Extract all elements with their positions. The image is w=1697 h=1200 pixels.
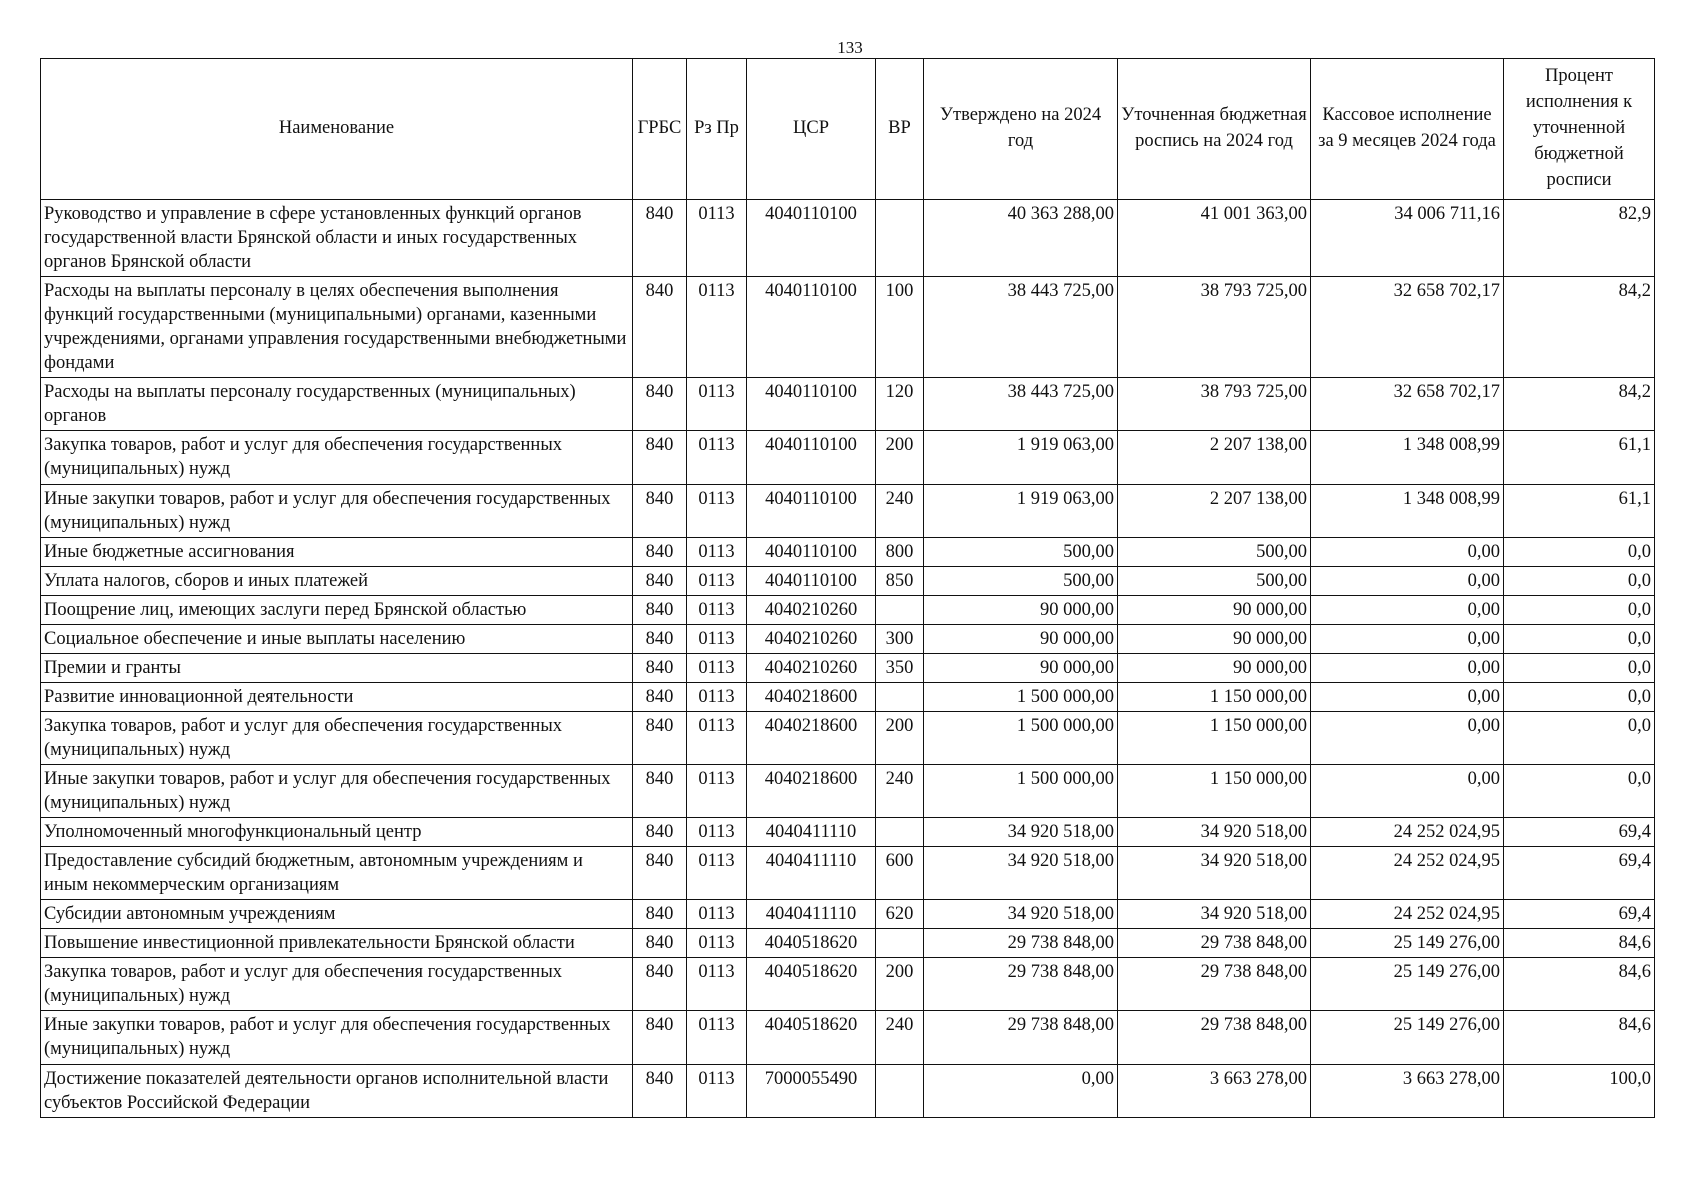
cell-refined: 2 207 138,00 <box>1118 484 1311 537</box>
cell-cash: 0,00 <box>1311 682 1504 711</box>
table-row <box>41 1064 1655 1117</box>
cell-vr <box>876 682 924 711</box>
cell-csr: 4040110100 <box>747 431 876 484</box>
cell-cash: 24 252 024,95 <box>1311 900 1504 929</box>
cell-approved: 90 000,00 <box>924 624 1118 653</box>
cell-vr <box>876 818 924 847</box>
cell-cash: 25 149 276,00 <box>1311 958 1504 1011</box>
cell-rzpr: 0113 <box>687 764 747 817</box>
cell-name: Повышение инвестиционной привлекательности Брянской области <box>41 929 633 958</box>
cell-refined: 29 738 848,00 <box>1118 1011 1311 1064</box>
cell-grbs: 840 <box>633 595 687 624</box>
cell-rzpr: 0113 <box>687 537 747 566</box>
cell-refined: 34 920 518,00 <box>1118 847 1311 900</box>
cell-rzpr: 0113 <box>687 595 747 624</box>
cell-name: Поощрение лиц, имеющих заслуги перед Брянской областью <box>41 595 633 624</box>
cell-approved: 1 919 063,00 <box>924 484 1118 537</box>
cell-rzpr: 0113 <box>687 682 747 711</box>
cell-percent: 100,0 <box>1504 1064 1655 1117</box>
cell-csr: 4040110100 <box>747 566 876 595</box>
cell-grbs: 840 <box>633 484 687 537</box>
cell-grbs: 840 <box>633 818 687 847</box>
cell-cash: 3 663 278,00 <box>1311 1064 1504 1117</box>
header-vr: ВР <box>876 59 924 200</box>
cell-percent: 82,9 <box>1504 200 1655 277</box>
table-row <box>41 277 1655 378</box>
cell-percent: 0,0 <box>1504 653 1655 682</box>
cell-vr: 800 <box>876 537 924 566</box>
cell-rzpr: 0113 <box>687 200 747 277</box>
cell-percent: 69,4 <box>1504 900 1655 929</box>
cell-refined: 90 000,00 <box>1118 595 1311 624</box>
table-row <box>41 847 1655 900</box>
cell-grbs: 840 <box>633 682 687 711</box>
cell-name: Предоставление субсидий бюджетным, автономным учреждениям и иным некоммерческим организациям <box>41 847 633 900</box>
cell-cash: 25 149 276,00 <box>1311 929 1504 958</box>
cell-vr <box>876 595 924 624</box>
cell-csr: 4040518620 <box>747 1011 876 1064</box>
cell-csr: 4040110100 <box>747 277 876 378</box>
cell-refined: 1 150 000,00 <box>1118 711 1311 764</box>
cell-cash: 0,00 <box>1311 653 1504 682</box>
cell-rzpr: 0113 <box>687 900 747 929</box>
table-row <box>41 484 1655 537</box>
cell-grbs: 840 <box>633 1011 687 1064</box>
cell-grbs: 840 <box>633 900 687 929</box>
cell-percent: 69,4 <box>1504 847 1655 900</box>
cell-rzpr: 0113 <box>687 653 747 682</box>
cell-csr: 4040110100 <box>747 200 876 277</box>
cell-rzpr: 0113 <box>687 958 747 1011</box>
cell-refined: 90 000,00 <box>1118 624 1311 653</box>
cell-approved: 34 920 518,00 <box>924 847 1118 900</box>
cell-grbs: 840 <box>633 200 687 277</box>
table-row <box>41 682 1655 711</box>
cell-approved: 1 500 000,00 <box>924 682 1118 711</box>
cell-vr <box>876 1064 924 1117</box>
header-grbs: ГРБС <box>633 59 687 200</box>
table-row <box>41 537 1655 566</box>
cell-csr: 4040210260 <box>747 624 876 653</box>
cell-refined: 3 663 278,00 <box>1118 1064 1311 1117</box>
budget-table <box>40 58 1655 1118</box>
cell-percent: 84,2 <box>1504 277 1655 378</box>
cell-cash: 0,00 <box>1311 566 1504 595</box>
cell-csr: 4040411110 <box>747 900 876 929</box>
cell-grbs: 840 <box>633 378 687 431</box>
cell-refined: 41 001 363,00 <box>1118 200 1311 277</box>
table-row <box>41 653 1655 682</box>
cell-percent: 69,4 <box>1504 818 1655 847</box>
table-row <box>41 566 1655 595</box>
cell-refined: 1 150 000,00 <box>1118 764 1311 817</box>
table-row <box>41 818 1655 847</box>
cell-percent: 0,0 <box>1504 595 1655 624</box>
cell-vr: 200 <box>876 431 924 484</box>
table-row <box>41 900 1655 929</box>
header-name: Наименование <box>41 59 633 200</box>
cell-name: Закупка товаров, работ и услуг для обеспечения государственных (муниципальных) нужд <box>41 711 633 764</box>
cell-refined: 34 920 518,00 <box>1118 900 1311 929</box>
header-row <box>41 59 1655 200</box>
table-row <box>41 1011 1655 1064</box>
table-row <box>41 595 1655 624</box>
cell-percent: 0,0 <box>1504 682 1655 711</box>
cell-approved: 90 000,00 <box>924 653 1118 682</box>
cell-vr: 300 <box>876 624 924 653</box>
table-row <box>41 378 1655 431</box>
cell-approved: 90 000,00 <box>924 595 1118 624</box>
cell-percent: 84,2 <box>1504 378 1655 431</box>
cell-approved: 1 500 000,00 <box>924 764 1118 817</box>
cell-cash: 32 658 702,17 <box>1311 277 1504 378</box>
cell-name: Премии и гранты <box>41 653 633 682</box>
cell-name: Развитие инновационной деятельности <box>41 682 633 711</box>
cell-csr: 4040218600 <box>747 764 876 817</box>
cell-name: Уплата налогов, сборов и иных платежей <box>41 566 633 595</box>
cell-csr: 4040518620 <box>747 958 876 1011</box>
header-percent: Процент исполнения к уточненной бюджетной росписи <box>1504 59 1655 200</box>
header-rzpr: Рз Пр <box>687 59 747 200</box>
cell-vr: 350 <box>876 653 924 682</box>
cell-cash: 0,00 <box>1311 595 1504 624</box>
cell-name: Иные закупки товаров, работ и услуг для обеспечения государственных (муниципальных) нужд <box>41 764 633 817</box>
cell-approved: 1 500 000,00 <box>924 711 1118 764</box>
cell-approved: 500,00 <box>924 566 1118 595</box>
header-refined: Уточненная бюджетная роспись на 2024 год <box>1118 59 1311 200</box>
cell-name: Иные закупки товаров, работ и услуг для обеспечения государственных (муниципальных) нужд <box>41 484 633 537</box>
cell-name: Закупка товаров, работ и услуг для обеспечения государственных (муниципальных) нужд <box>41 958 633 1011</box>
cell-percent: 61,1 <box>1504 484 1655 537</box>
table-body <box>41 200 1655 1118</box>
cell-cash: 1 348 008,99 <box>1311 484 1504 537</box>
cell-vr: 240 <box>876 484 924 537</box>
cell-approved: 38 443 725,00 <box>924 378 1118 431</box>
cell-csr: 4040518620 <box>747 929 876 958</box>
cell-refined: 34 920 518,00 <box>1118 818 1311 847</box>
cell-cash: 24 252 024,95 <box>1311 818 1504 847</box>
cell-csr: 4040210260 <box>747 653 876 682</box>
table-row <box>41 624 1655 653</box>
cell-cash: 1 348 008,99 <box>1311 431 1504 484</box>
cell-grbs: 840 <box>633 653 687 682</box>
cell-grbs: 840 <box>633 624 687 653</box>
cell-name: Социальное обеспечение и иные выплаты населению <box>41 624 633 653</box>
cell-csr: 4040411110 <box>747 847 876 900</box>
cell-csr: 4040218600 <box>747 682 876 711</box>
cell-rzpr: 0113 <box>687 847 747 900</box>
cell-refined: 500,00 <box>1118 537 1311 566</box>
header-csr: ЦСР <box>747 59 876 200</box>
cell-rzpr: 0113 <box>687 818 747 847</box>
page-number: 133 <box>837 38 863 57</box>
cell-name: Руководство и управление в сфере установленных функций органов государственной власти Брянской области и иных государственных органов Брянской области <box>41 200 633 277</box>
header-approved: Утверждено на 2024 год <box>924 59 1118 200</box>
cell-percent: 0,0 <box>1504 537 1655 566</box>
cell-cash: 0,00 <box>1311 537 1504 566</box>
cell-csr: 4040218600 <box>747 711 876 764</box>
cell-vr: 120 <box>876 378 924 431</box>
cell-vr: 200 <box>876 711 924 764</box>
cell-grbs: 840 <box>633 764 687 817</box>
cell-approved: 40 363 288,00 <box>924 200 1118 277</box>
cell-refined: 38 793 725,00 <box>1118 277 1311 378</box>
cell-cash: 0,00 <box>1311 764 1504 817</box>
cell-refined: 38 793 725,00 <box>1118 378 1311 431</box>
cell-refined: 90 000,00 <box>1118 653 1311 682</box>
cell-cash: 34 006 711,16 <box>1311 200 1504 277</box>
cell-cash: 24 252 024,95 <box>1311 847 1504 900</box>
cell-refined: 2 207 138,00 <box>1118 431 1311 484</box>
cell-name: Закупка товаров, работ и услуг для обеспечения государственных (муниципальных) нужд <box>41 431 633 484</box>
table-row <box>41 764 1655 817</box>
cell-rzpr: 0113 <box>687 378 747 431</box>
cell-refined: 29 738 848,00 <box>1118 929 1311 958</box>
cell-approved: 0,00 <box>924 1064 1118 1117</box>
table-row <box>41 711 1655 764</box>
cell-vr: 100 <box>876 277 924 378</box>
cell-percent: 0,0 <box>1504 624 1655 653</box>
cell-grbs: 840 <box>633 711 687 764</box>
cell-approved: 29 738 848,00 <box>924 1011 1118 1064</box>
cell-name: Достижение показателей деятельности органов исполнительной власти субъектов Российской Федерации <box>41 1064 633 1117</box>
cell-rzpr: 0113 <box>687 566 747 595</box>
cell-approved: 38 443 725,00 <box>924 277 1118 378</box>
cell-percent: 0,0 <box>1504 566 1655 595</box>
cell-vr: 240 <box>876 1011 924 1064</box>
cell-name: Субсидии автономным учреждениям <box>41 900 633 929</box>
cell-csr: 4040110100 <box>747 378 876 431</box>
cell-vr: 850 <box>876 566 924 595</box>
table-row <box>41 929 1655 958</box>
cell-rzpr: 0113 <box>687 277 747 378</box>
cell-grbs: 840 <box>633 431 687 484</box>
cell-percent: 61,1 <box>1504 431 1655 484</box>
cell-csr: 4040110100 <box>747 537 876 566</box>
cell-name: Расходы на выплаты персоналу государственных (муниципальных) органов <box>41 378 633 431</box>
cell-grbs: 840 <box>633 277 687 378</box>
cell-refined: 500,00 <box>1118 566 1311 595</box>
cell-rzpr: 0113 <box>687 431 747 484</box>
cell-vr <box>876 200 924 277</box>
cell-csr: 7000055490 <box>747 1064 876 1117</box>
cell-vr: 200 <box>876 958 924 1011</box>
cell-refined: 29 738 848,00 <box>1118 958 1311 1011</box>
cell-grbs: 840 <box>633 1064 687 1117</box>
cell-rzpr: 0113 <box>687 484 747 537</box>
cell-percent: 0,0 <box>1504 764 1655 817</box>
table-row <box>41 200 1655 277</box>
cell-percent: 84,6 <box>1504 1011 1655 1064</box>
cell-cash: 32 658 702,17 <box>1311 378 1504 431</box>
cell-rzpr: 0113 <box>687 929 747 958</box>
cell-grbs: 840 <box>633 537 687 566</box>
cell-grbs: 840 <box>633 847 687 900</box>
cell-vr: 620 <box>876 900 924 929</box>
cell-approved: 29 738 848,00 <box>924 958 1118 1011</box>
cell-grbs: 840 <box>633 566 687 595</box>
header-cash: Кассовое исполнение за 9 месяцев 2024 года <box>1311 59 1504 200</box>
cell-cash: 25 149 276,00 <box>1311 1011 1504 1064</box>
cell-approved: 29 738 848,00 <box>924 929 1118 958</box>
cell-refined: 1 150 000,00 <box>1118 682 1311 711</box>
cell-vr <box>876 929 924 958</box>
cell-grbs: 840 <box>633 958 687 1011</box>
cell-approved: 34 920 518,00 <box>924 818 1118 847</box>
cell-rzpr: 0113 <box>687 1064 747 1117</box>
cell-csr: 4040110100 <box>747 484 876 537</box>
cell-csr: 4040210260 <box>747 595 876 624</box>
cell-name: Уполномоченный многофункциональный центр <box>41 818 633 847</box>
cell-percent: 84,6 <box>1504 958 1655 1011</box>
cell-approved: 1 919 063,00 <box>924 431 1118 484</box>
cell-approved: 500,00 <box>924 537 1118 566</box>
cell-csr: 4040411110 <box>747 818 876 847</box>
cell-name: Иные закупки товаров, работ и услуг для обеспечения государственных (муниципальных) нужд <box>41 1011 633 1064</box>
cell-vr: 240 <box>876 764 924 817</box>
cell-name: Иные бюджетные ассигнования <box>41 537 633 566</box>
cell-vr: 600 <box>876 847 924 900</box>
cell-cash: 0,00 <box>1311 711 1504 764</box>
cell-grbs: 840 <box>633 929 687 958</box>
cell-percent: 84,6 <box>1504 929 1655 958</box>
cell-approved: 34 920 518,00 <box>924 900 1118 929</box>
table-row <box>41 958 1655 1011</box>
table-row <box>41 431 1655 484</box>
cell-rzpr: 0113 <box>687 711 747 764</box>
cell-cash: 0,00 <box>1311 624 1504 653</box>
cell-percent: 0,0 <box>1504 711 1655 764</box>
cell-rzpr: 0113 <box>687 624 747 653</box>
cell-name: Расходы на выплаты персоналу в целях обеспечения выполнения функций государственными (муниципальными) органами, казенными учреждениями, органами управления государственными внебюджетными фондами <box>41 277 633 378</box>
cell-rzpr: 0113 <box>687 1011 747 1064</box>
